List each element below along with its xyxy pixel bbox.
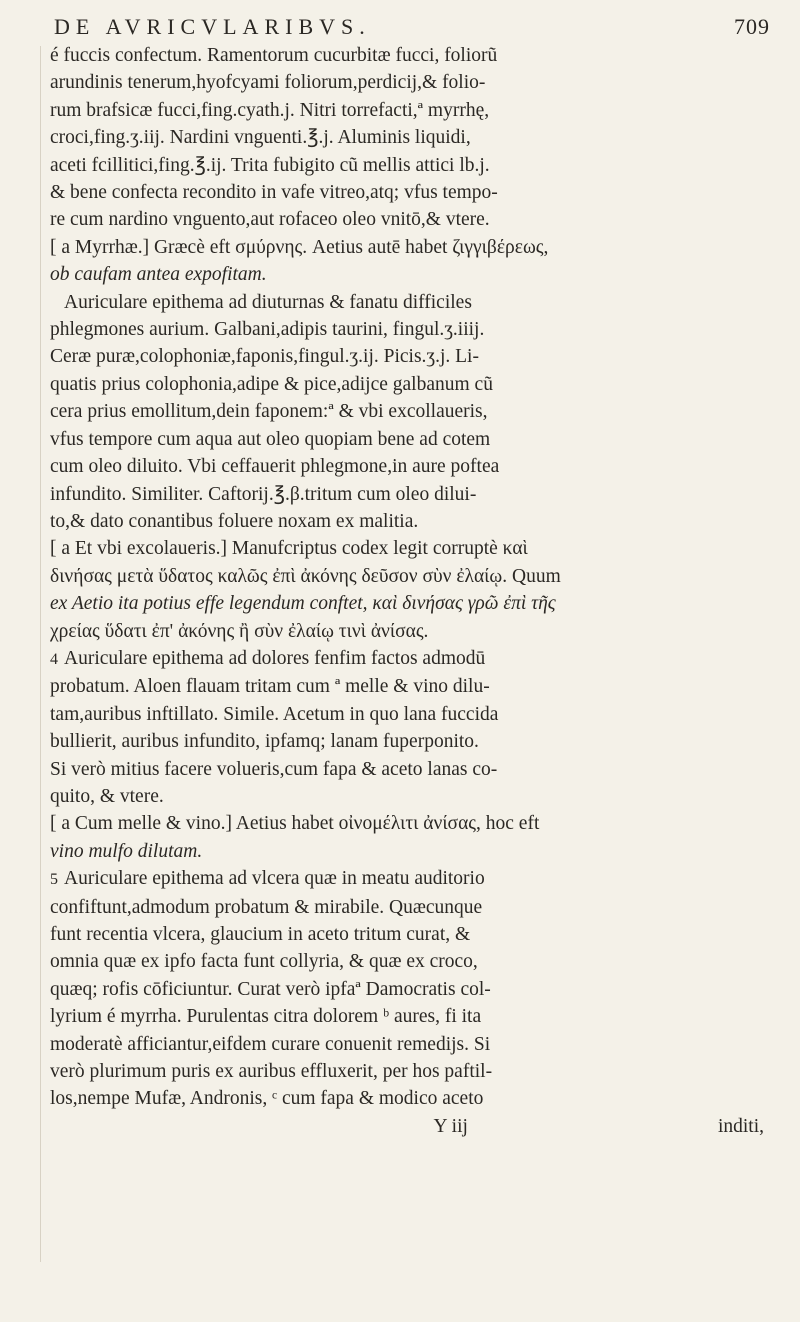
text-line: re cum nardino vnguento,aut rofaceo oleo vnitō,& vtere. <box>50 209 490 231</box>
annotation-line: [ a Myrrhæ.] Græcè eft σμύρνης. Aetius autē habet ζιγγιβέρεως, <box>50 236 549 258</box>
text-line-content: Auriculare epithema ad dolores fenfim factos admodū <box>64 647 486 669</box>
page-footer <box>50 1113 770 1140</box>
text-line: omnia quæ ex ipfo facta funt collyria, & quæ ex croco, <box>50 951 478 973</box>
text-line: arundinis tenerum,hyofcyami foliorum,perdicij,& folio- <box>50 72 486 94</box>
text-line: é fuccis confectum. Ramentorum cucurbitæ fucci, foliorũ <box>50 45 498 66</box>
text-line: infundito. Similiter. Caftorij.℥.β.tritum cum oleo dilui- <box>50 483 477 505</box>
annotation-line: ob caufam antea expofitam. <box>50 264 267 286</box>
greek-annotation-line: χρείας ὕδατι ἐπ' ἀκόνης ἢ σὺν ἐλαίῳ τινὶ ἀνίσας. <box>50 620 429 642</box>
text-line: funt recentia vlcera, glaucium in aceto tritum curat, & <box>50 924 471 945</box>
text-line: cum oleo diluito. Vbi ceffauerit phlegmone,in aure poftea <box>50 456 500 478</box>
running-title: DE AVRICVLARIBVS. <box>54 14 371 39</box>
text-line: tam,auribus inftillato. Simile. Acetum in quo lana fuccida <box>50 703 499 725</box>
greek-annotation-line: δινήσας μετὰ ὕδατος καλῶς ἐπὶ ἀκόνης δεῦσον σὺν ἐλαίῳ. Quum <box>50 565 561 587</box>
text-line: & bene confecta recondito in vafe vitreo,atq; vfus tempo- <box>50 182 498 204</box>
text-line <box>50 645 770 673</box>
text-line: rum brafsicæ fucci,fing.cyath.j. Nitri torrefacti,ª myrrhę, <box>50 99 490 121</box>
text-line: phlegmones aurium. Galbani,adipis taurini, fingul.ʒ.iiij. <box>50 319 485 341</box>
text-line: quæq; rofis cōficiuntur. Curat verò ipfaª Damocratis col- <box>50 978 491 1000</box>
text-line: to,& dato conantibus foluere noxam ex malitia. <box>50 510 419 532</box>
text-line: verò plurimum puris ex auribus effluxerit, per hos paftil- <box>50 1061 493 1083</box>
page-number: 709 <box>734 14 770 39</box>
annotation-line: ex Aetio ita potius effe legendum conftet, καὶ δινήσας γρῶ ἐπὶ τῆς <box>50 593 556 615</box>
text-line: bullierit, auribus infundito, ipfamq; lanam fuperponito. <box>50 731 479 753</box>
text-line: quito, & vtere. <box>50 785 164 807</box>
running-header <box>50 14 770 40</box>
text-line: lyrium é myrrha. Purulentas citra dolorem ᵇ aures, fi ita <box>50 1006 482 1028</box>
text-line: aceti fcillitici,fing.℥.ij. Trita fubigito cũ mellis attici lb.j. <box>50 154 490 176</box>
text-line: moderatè afficiantur,eifdem curare conuenit remedijs. Si <box>50 1033 491 1055</box>
section-number: 4 <box>50 650 58 668</box>
annotation-line: vino mulfo dilutam. <box>50 840 203 862</box>
text-line: Ceræ puræ,colophoniæ,faponis,fingul.ʒ.ij. Picis.ʒ.j. Li- <box>50 346 479 368</box>
catchword: inditi, <box>717 1115 764 1137</box>
text-line <box>50 865 770 893</box>
annotation-line: [ a Et vbi excolaueris.] Manufcriptus codex legit corruptè καὶ <box>50 538 528 560</box>
text-line: croci,fing.ʒ.iij. Nardini vnguenti.℥.j. Aluminis liquidi, <box>50 127 471 149</box>
text-line: confiftunt,admodum probatum & mirabile. Quæcunque <box>50 896 483 918</box>
annotation-line: [ a Cum melle & vino.] Aetius habet οἰνομέλιτι ἀνίσας, hoc eft <box>50 813 540 835</box>
text-line: Si verò mitius facere volueris,cum fapa & aceto lanas co- <box>50 758 498 780</box>
signature-mark: Y iij <box>433 1115 468 1137</box>
text-line-content: Auriculare epithema ad vlcera quæ in meatu auditorio <box>64 868 485 890</box>
text-line: vfus tempore cum aqua aut oleo quopiam bene ad cotem <box>50 428 491 450</box>
text-line: probatum. Aloen flauam tritam cum ª melle & vino dilu- <box>50 676 490 698</box>
text-line: cera prius emollitum,dein faponem:ª & vbi excollaueris, <box>50 401 488 423</box>
text-line: quatis prius colophonia,adipe & pice,adijce galbanum cũ <box>50 373 493 395</box>
text-line: los,nempe Mufæ, Andronis, ᶜ cum fapa & modico aceto <box>50 1088 484 1110</box>
margin-rule <box>40 46 41 1262</box>
text-line: Auriculare epithema ad diuturnas & fanatu difficiles <box>64 291 472 313</box>
section-number: 5 <box>50 871 58 889</box>
